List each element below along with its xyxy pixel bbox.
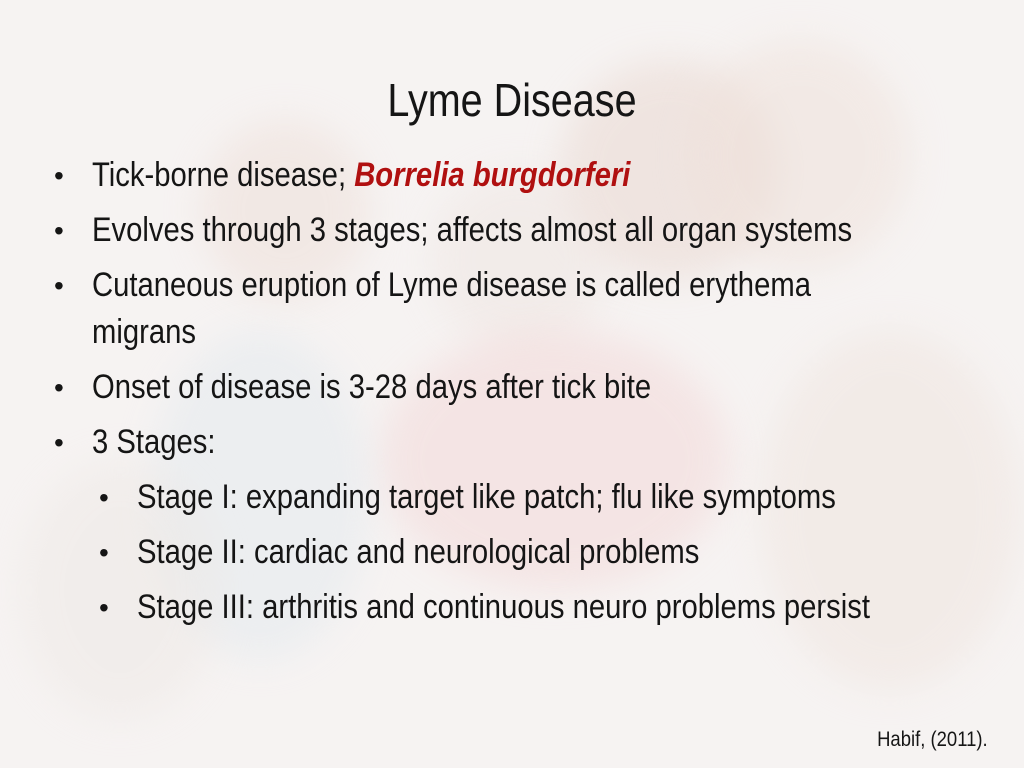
sub-bullet-item — [93, 474, 1008, 521]
bullet-text: Onset of disease is 3-28 days after tick bite — [92, 368, 652, 406]
bullet-item — [48, 207, 1008, 254]
bullet-item — [48, 364, 1008, 411]
bullet-text: Stage I: expanding target like patch; flu like symptoms — [137, 478, 836, 516]
bullet-text: Evolves through 3 stages; affects almost all organ systems — [92, 211, 853, 249]
bullet-item — [48, 262, 1008, 356]
bullet-item — [48, 419, 1008, 466]
pathogen-name: Borrelia burgdorferi — [354, 156, 631, 194]
bullet-dot-icon: • — [99, 482, 109, 513]
bullet-dot-icon: • — [99, 537, 109, 568]
bullet-dot-icon: • — [54, 160, 64, 191]
bullet-item — [48, 152, 1008, 199]
bullet-dot-icon: • — [54, 270, 64, 301]
bullet-text: Tick-borne disease; — [92, 156, 355, 194]
sub-bullet-item — [93, 529, 1008, 576]
bullet-dot-icon: • — [99, 592, 109, 623]
slide-title: Lyme Disease — [387, 74, 637, 126]
bullet-dot-icon: • — [54, 372, 64, 403]
bullet-text: Stage II: cardiac and neurological problems — [137, 533, 700, 571]
citation: Habif, (2011). — [877, 728, 988, 751]
bullet-text: 3 Stages: — [92, 423, 216, 461]
bullet-text: Cutaneous eruption of Lyme disease is called erythema migrans — [92, 266, 811, 351]
bullet-dot-icon: • — [54, 215, 64, 246]
bullet-dot-icon: • — [54, 427, 64, 458]
bullet-text: Stage III: arthritis and continuous neuro problems persist — [137, 588, 871, 626]
bullet-list — [48, 152, 1008, 639]
sub-bullet-item — [93, 584, 1008, 631]
